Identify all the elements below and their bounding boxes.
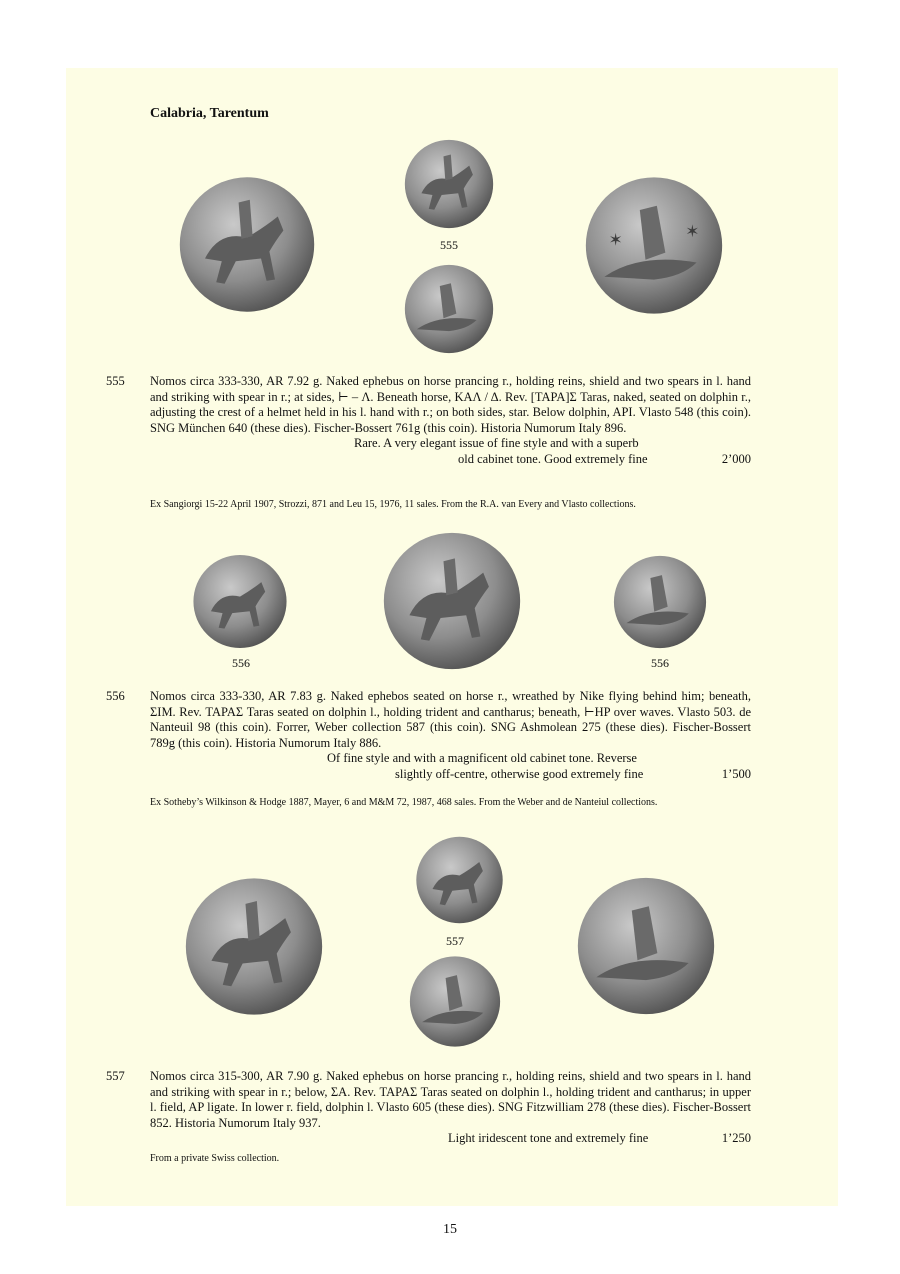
lot-555-grade-line-1: Rare. A very elegant issue of fine style and with a superb <box>354 436 639 450</box>
coin-555-obverse-large <box>177 172 317 317</box>
lot-555-entry <box>150 374 751 467</box>
lot-556-description: Nomos circa 333-330, AR 7.83 g. Naked ephebos seated on horse r., wreathed by Nike flying behind him; beneath, ΣIM. Rev. ΤΑΡΑΣ Taras seated on dolphin l., holding trident and cantharus; beneath, ⊢HP over waves. Vlasto 503. de Nanteuil 98 (this coin). Forrer, Weber collection 587 (this coin). SNG Ashmolean 275 (these dies). Fischer-Bossert 789g (this coin). Historia Numorum Italy 886. <box>150 689 751 750</box>
lot-number-555: 555 <box>106 374 125 388</box>
coin-555-reverse-large <box>583 173 725 318</box>
lot-555-description: Nomos circa 333-330, AR 7.92 g. Naked ephebus on horse prancing r., holding reins, shield and two spears in l. hand and striking with spear in r.; at sides, ⊢ – Λ. Beneath horse, ΚΑΛ / Δ. Rev. [ΤΑΡΑ]Σ Taras, naked, seated on dolphin r., adjusting the crest of a helmet held in his l. hand with r.; on both sides, star. Below dolphin, API. Vlasto 548 (this coin). SNG München 640 (these dies). Fischer-Bossert 761g (this coin). Historia Numorum Italy 896. <box>150 374 751 435</box>
coin-555-obverse-small <box>403 137 495 231</box>
lot-556-entry <box>150 689 751 782</box>
plate-label-556-left: 556 <box>232 656 250 670</box>
lot-number-557: 557 <box>106 1069 125 1083</box>
lot-555-estimate: 2’000 <box>721 451 751 466</box>
svg-text:✶: ✶ <box>608 230 623 250</box>
coin-557-obverse-small <box>411 835 508 925</box>
coin-556-reverse-right <box>612 554 708 650</box>
section-heading: Calabria, Tarentum <box>150 106 269 121</box>
lot-557-grade-line-1: Light iridescent tone and extremely fine <box>448 1131 649 1145</box>
plate-label-557: 557 <box>446 934 464 948</box>
coin-556-obverse-large <box>378 530 526 672</box>
lot-556-provenance: Ex Sotheby’s Wilkinson & Hodge 1887, Mayer, 6 and M&M 72, 1987, 468 sales. From the Weber and de Nanteiul collections. <box>150 797 658 808</box>
lot-555-provenance: Ex Sangiorgi 15-22 April 1907, Strozzi, 871 and Leu 15, 1976, 11 sales. From the R.A. van Every and Vlasto collections. <box>150 499 636 510</box>
coin-555-reverse-small <box>403 262 495 356</box>
lot-555-grade-line-2: old cabinet tone. Good extremely fine <box>458 451 648 466</box>
lot-557-entry <box>150 1069 751 1147</box>
plate-label-555: 555 <box>440 238 458 252</box>
plate-label-556-right: 556 <box>651 656 669 670</box>
coin-557-obverse-large <box>183 875 325 1018</box>
lot-556-estimate: 1’500 <box>721 766 751 781</box>
coin-556-obverse-left <box>190 553 290 650</box>
lot-557-provenance: From a private Swiss collection. <box>150 1153 280 1164</box>
lot-556-grade-line-2: slightly off-centre, otherwise good extremely fine <box>395 766 644 781</box>
lot-556-grade-line-1: Of fine style and with a magnificent old cabinet tone. Reverse <box>327 751 637 765</box>
svg-text:✶: ✶ <box>685 221 700 241</box>
lot-number-556: 556 <box>106 689 125 703</box>
coin-557-reverse-large <box>575 867 717 1025</box>
lot-557-estimate: 1’250 <box>721 1131 751 1145</box>
page-number: 15 <box>443 1222 457 1237</box>
lot-557-description: Nomos circa 315-300, AR 7.90 g. Naked ephebus on horse prancing r., holding reins, shield and two spears in l. hand and striking with spear in r.; below, ΣA. Rev. ΤΑΡΑΣ Taras seated on dolphin l., holding trident and cantharus; in upper l. field, AP ligate. In lower r. field, dolphin l. Vlasto 605 (these dies). SNG Fitzwilliam 278 (these dies). Fischer-Bossert 852. Historia Numorum Italy 937. <box>150 1069 751 1130</box>
coin-557-reverse-small <box>408 952 502 1051</box>
